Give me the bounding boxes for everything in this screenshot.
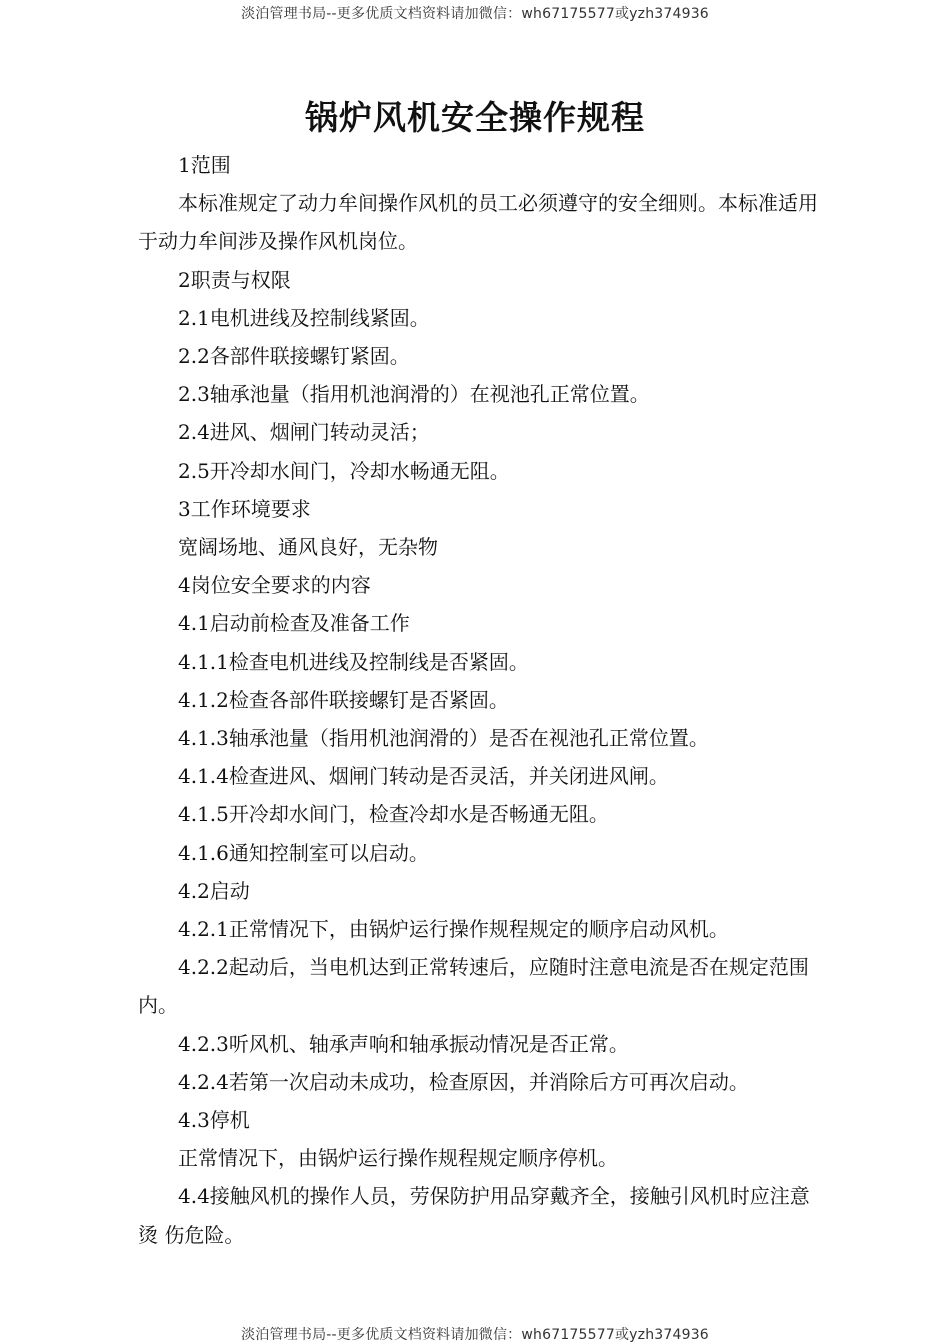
paragraph: 4.3停机 xyxy=(178,1108,250,1133)
paragraph: 4.2启动 xyxy=(178,878,250,903)
paragraph: 4.1.3轴承池量（指用机池润滑的）是否在视池孔正常位置。 xyxy=(178,726,709,751)
paragraph: 4.2.1正常情况下，由锅炉运行操作规程规定的顺序启动风机。 xyxy=(178,917,729,942)
paragraph: 3工作环境要求 xyxy=(178,496,311,521)
paragraph: 2.3轴承池量（指用机池润滑的）在视池孔正常位置。 xyxy=(178,382,650,407)
paragraph: 4.4接触风机的操作人员，劳保防护用品穿戴齐全，接触引风机时应注意烫 伤危险。 xyxy=(138,1184,810,1247)
paragraph: 4.1.2检查各部件联接螺钉是否紧固。 xyxy=(178,687,509,712)
paragraph: 2.5开冷却水间门，冷却水畅通无阻。 xyxy=(178,458,510,483)
paragraph: 正常情况下，由锅炉运行操作规程规定顺序停机。 xyxy=(178,1146,618,1171)
paragraph: 1范围 xyxy=(178,153,231,177)
paragraph: 4.2.3听风机、轴承声响和轴承振动情况是否正常。 xyxy=(178,1031,629,1056)
paragraph: 4.1.4检查进风、烟闸门转动是否灵活，并关闭进风闸。 xyxy=(178,764,669,789)
document-title: 锅炉风机安全操作规程 xyxy=(305,98,645,137)
paragraph: 2职责与权限 xyxy=(178,267,291,292)
document-body xyxy=(138,146,828,1254)
paragraph: 本标准规定了动力牟间操作风机的员工必须遵守的安全细则。本标准适用 于动力牟间涉及操作风机岗位。 xyxy=(138,191,818,254)
paragraph: 2.2各部件联接螺钉紧固。 xyxy=(178,344,410,369)
paragraph: 4岗位安全要求的内容 xyxy=(178,573,371,598)
paragraph: 2.4进风、烟闸门转动灵活； xyxy=(178,420,430,445)
paragraph: 4.2.4若第一次启动未成功，检查原因，并消除后方可再次启动。 xyxy=(178,1069,749,1094)
paragraph: 4.1.5开冷却水间门，检查冷却水是否畅通无阻。 xyxy=(178,802,609,827)
paragraph: 4.1.1检查电机进线及控制线是否紧固。 xyxy=(178,649,529,674)
header-note: 淡泊管理书局--更多优质文档资料请加微信：wh67175577或yzh374936 xyxy=(241,6,709,22)
paragraph: 4.1.6通知控制室可以启动。 xyxy=(178,840,429,865)
footer-note: 淡泊管理书局--更多优质文档资料请加微信：wh67175577或yzh374936 xyxy=(241,1327,709,1343)
paragraph: 2.1电机进线及控制线紧固。 xyxy=(178,305,430,330)
paragraph: 4.1启动前检查及准备工作 xyxy=(178,611,410,636)
paragraph: 4.2.2起动后，当电机达到正常转速后，应随时注意电流是否在规定范围内。 xyxy=(138,955,809,1018)
paragraph: 宽阔场地、通风良好，无杂物 xyxy=(178,535,438,560)
